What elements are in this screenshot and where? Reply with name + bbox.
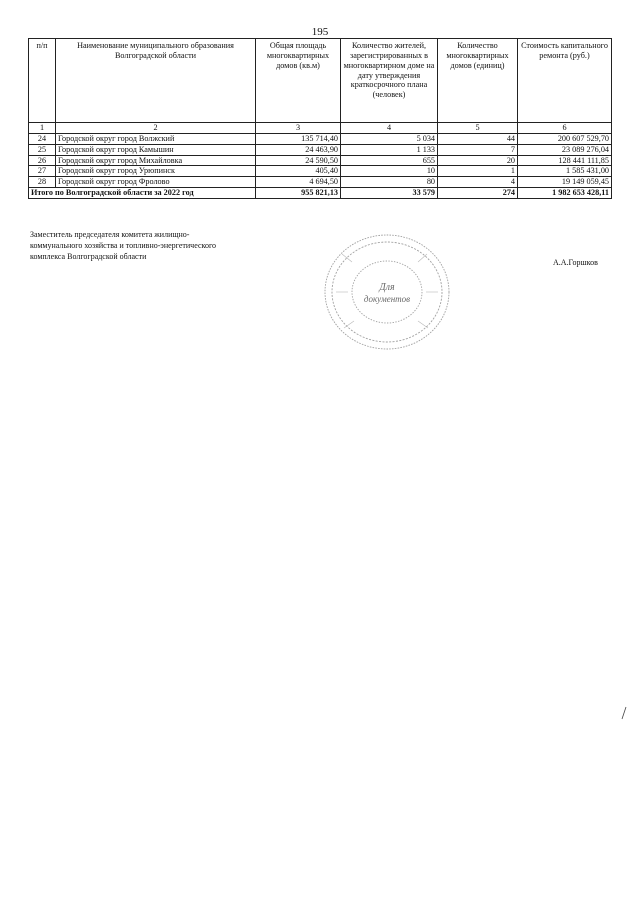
total-label: Итого по Волгоградской области за 2022 год xyxy=(29,188,256,199)
row-residents: 1 133 xyxy=(341,144,438,155)
header-index: п/п xyxy=(29,39,56,123)
row-municipality: Городской округ город Камышин xyxy=(56,144,256,155)
row-cost: 1 585 431,00 xyxy=(518,166,612,177)
header-municipality: Наименование муниципального образования Волгоградской области xyxy=(56,39,256,123)
row-area: 24 590,50 xyxy=(256,155,341,166)
total-houses: 274 xyxy=(438,188,518,199)
row-houses: 20 xyxy=(438,155,518,166)
total-row xyxy=(29,188,612,199)
row-municipality: Городской округ город Урюпинск xyxy=(56,166,256,177)
row-index: 24 xyxy=(29,133,56,144)
row-cost: 200 607 529,70 xyxy=(518,133,612,144)
column-number: 4 xyxy=(341,123,438,134)
column-number: 5 xyxy=(438,123,518,134)
table-row xyxy=(29,166,612,177)
signature-position xyxy=(30,230,216,262)
stamp-text: документов xyxy=(363,294,411,304)
page-number: 195 xyxy=(311,26,329,38)
row-houses: 7 xyxy=(438,144,518,155)
total-residents: 33 579 xyxy=(341,188,438,199)
row-index: 28 xyxy=(29,177,56,188)
header-cost: Стоимость капитального ремонта (руб.) xyxy=(518,39,612,123)
row-area: 405,40 xyxy=(256,166,341,177)
official-stamp xyxy=(322,232,452,352)
column-number-row xyxy=(29,123,612,134)
total-area: 955 821,13 xyxy=(256,188,341,199)
table-row xyxy=(29,144,612,155)
row-residents: 10 xyxy=(341,166,438,177)
row-residents: 655 xyxy=(341,155,438,166)
row-area: 24 463,90 xyxy=(256,144,341,155)
row-municipality: Городской округ город Волжский xyxy=(56,133,256,144)
table-row xyxy=(29,133,612,144)
row-cost: 19 149 059,45 xyxy=(518,177,612,188)
column-number: 1 xyxy=(29,123,56,134)
row-residents: 5 034 xyxy=(341,133,438,144)
total-cost: 1 982 653 428,11 xyxy=(518,188,612,199)
table-header-row xyxy=(29,39,612,123)
row-houses: 4 xyxy=(438,177,518,188)
repair-plan-table xyxy=(28,38,612,199)
row-municipality: Городской округ город Фролово xyxy=(56,177,256,188)
row-index: 26 xyxy=(29,155,56,166)
row-index: 27 xyxy=(29,166,56,177)
column-number: 3 xyxy=(256,123,341,134)
row-houses: 1 xyxy=(438,166,518,177)
row-municipality: Городской округ город Михайловка xyxy=(56,155,256,166)
table-row xyxy=(29,177,612,188)
table-row xyxy=(29,155,612,166)
row-residents: 80 xyxy=(341,177,438,188)
signature-line: Заместитель председателя комитета жилищно- xyxy=(30,230,190,239)
signature-name: А.А.Горшков xyxy=(553,258,598,267)
column-number: 2 xyxy=(56,123,256,134)
header-area: Общая площадь многоквартирных домов (кв.м) xyxy=(256,39,341,123)
header-residents: Количество жителей, зарегистрированных в многоквартирном доме на дату утверждения краткосрочного плана (человек) xyxy=(341,39,438,123)
column-number: 6 xyxy=(518,123,612,134)
row-index: 25 xyxy=(29,144,56,155)
stamp-text: Для xyxy=(379,282,395,293)
row-area: 135 714,40 xyxy=(256,133,341,144)
header-houses: Количество многоквартирных домов (единиц) xyxy=(438,39,518,123)
signature-line: комплекса Волгоградской области xyxy=(30,251,147,261)
row-cost: 23 089 276,04 xyxy=(518,144,612,155)
row-cost: 128 441 111,85 xyxy=(518,155,612,166)
row-houses: 44 xyxy=(438,133,518,144)
signature-line: коммунального хозяйства и топливно-энергетического xyxy=(30,240,217,250)
row-area: 4 694,50 xyxy=(256,177,341,188)
edge-mark xyxy=(621,706,627,720)
